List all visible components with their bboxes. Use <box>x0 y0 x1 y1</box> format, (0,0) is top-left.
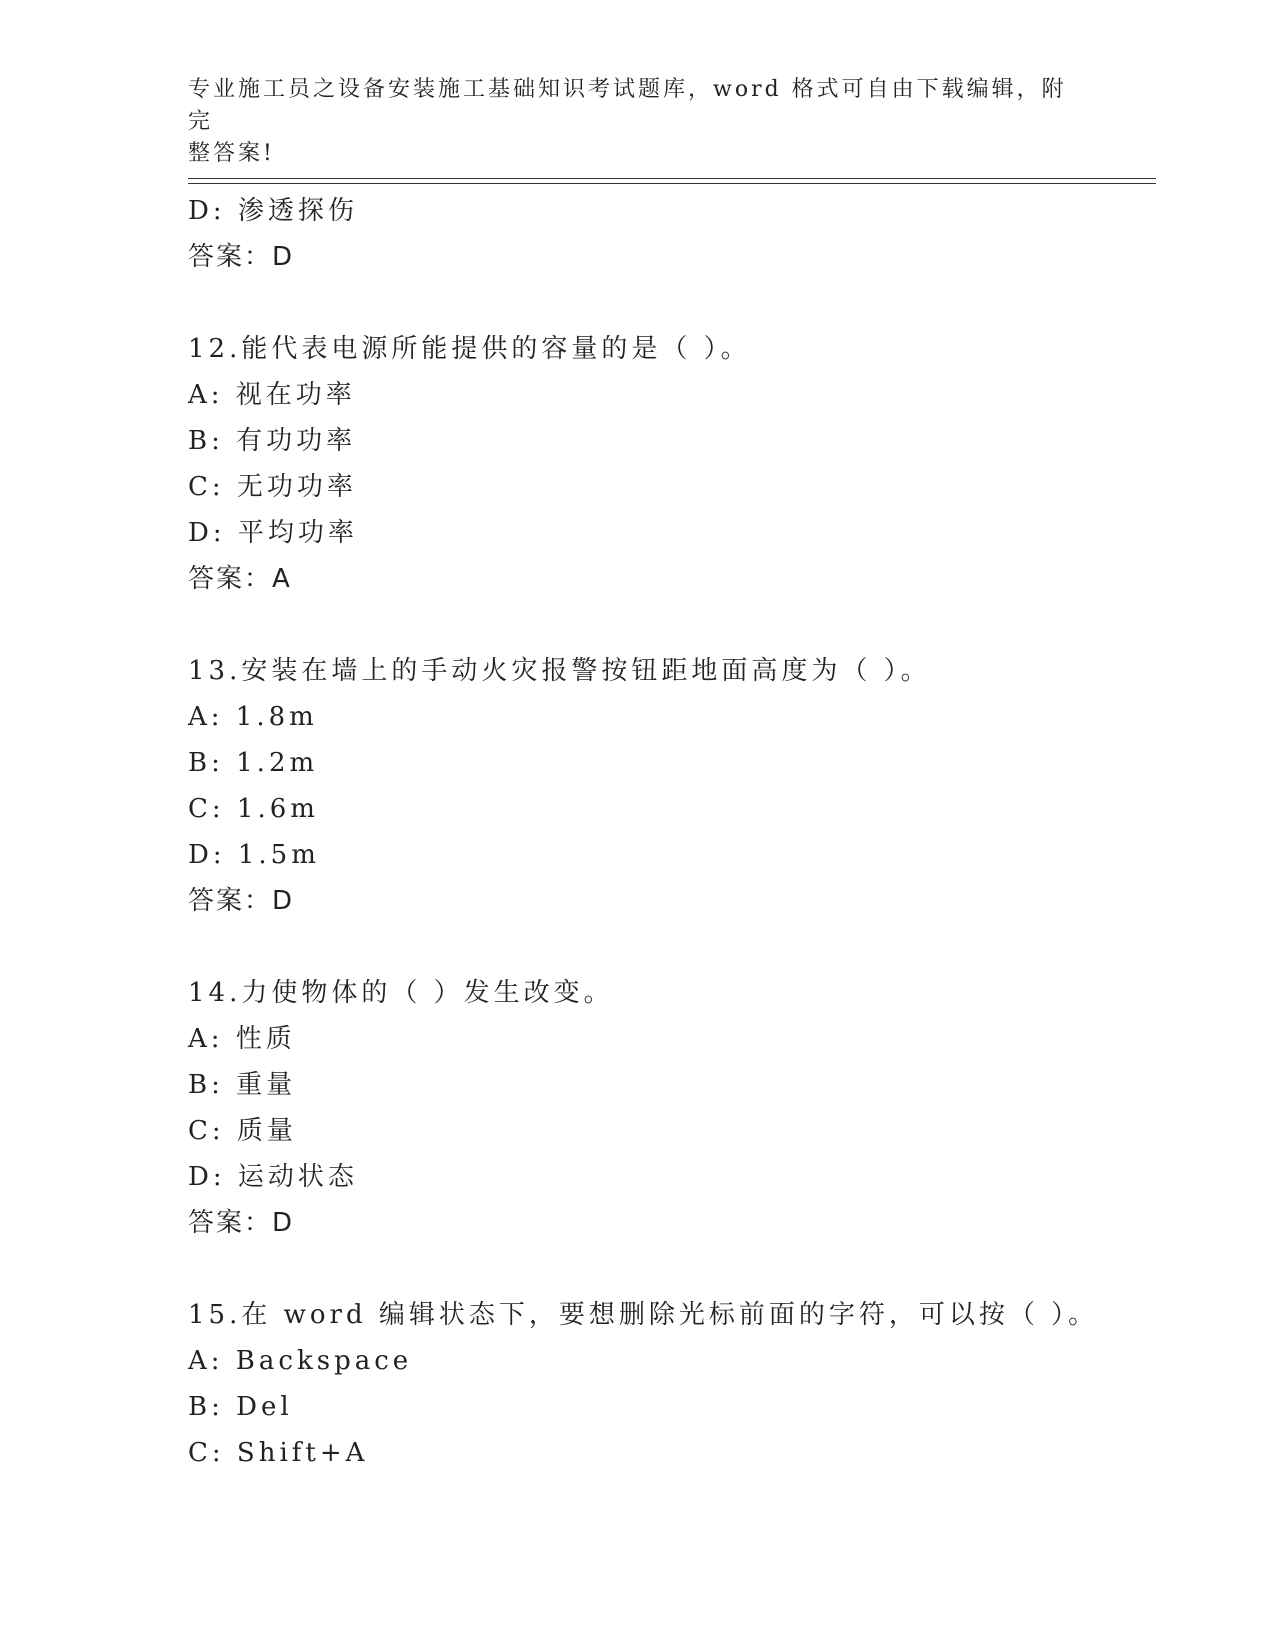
option-a: A: 视在功率 <box>188 380 356 410</box>
option-a: A: 性质 <box>188 1024 296 1054</box>
option-d: D: 1.5m <box>188 840 320 870</box>
question-gap <box>188 1246 1148 1292</box>
option-c: C: 无功功率 <box>188 472 357 502</box>
header-divider-bottom <box>188 183 1156 184</box>
question-14 <box>188 970 1148 1246</box>
question-13 <box>188 648 1148 924</box>
header-line-1: 专业施工员之设备安装施工基础知识考试题库，word 格式可自由下载编辑，附完 <box>188 77 1067 134</box>
question-stem: 15.在 word 编辑状态下，要想删除光标前面的字符，可以按（ ）。 <box>188 1300 1099 1330</box>
question-15 <box>188 1292 1148 1476</box>
option-b: B: Del <box>188 1392 293 1422</box>
header-line-2: 整答案! <box>188 141 275 166</box>
answer-line: 答案：A <box>188 564 292 594</box>
option-b: B: 有功功率 <box>188 426 357 456</box>
option-b: B: 重量 <box>188 1070 297 1100</box>
header-divider-top <box>188 178 1156 179</box>
option-c: C: 质量 <box>188 1116 297 1146</box>
question-stem: 13.安装在墙上的手动火灾报警按钮距地面高度为（ ）。 <box>188 656 931 686</box>
option-b: B: 1.2m <box>188 748 319 778</box>
option-d: D: 平均功率 <box>188 518 358 548</box>
option-d: D: 运动状态 <box>188 1162 358 1192</box>
question-11-tail <box>188 188 1148 280</box>
answer-line: 答案：D <box>188 886 295 916</box>
question-list <box>188 188 1148 1476</box>
question-12 <box>188 326 1148 602</box>
option-a: A: 1.8m <box>188 702 318 732</box>
question-gap <box>188 924 1148 970</box>
question-stem: 12.能代表电源所能提供的容量的是（ ）。 <box>188 334 751 364</box>
option-c: C: 1.6m <box>188 794 319 824</box>
question-gap <box>188 602 1148 648</box>
question-gap <box>188 280 1148 326</box>
question-stem: 14.力使物体的（ ）发生改变。 <box>188 978 614 1008</box>
option-c: C: Shift+A <box>188 1438 369 1468</box>
document-header <box>188 74 1068 170</box>
answer-line: 答案：D <box>188 1208 295 1238</box>
option-d: D: 渗透探伤 <box>188 196 358 226</box>
option-a: A: Backspace <box>188 1346 413 1376</box>
answer-line: 答案：D <box>188 242 295 272</box>
